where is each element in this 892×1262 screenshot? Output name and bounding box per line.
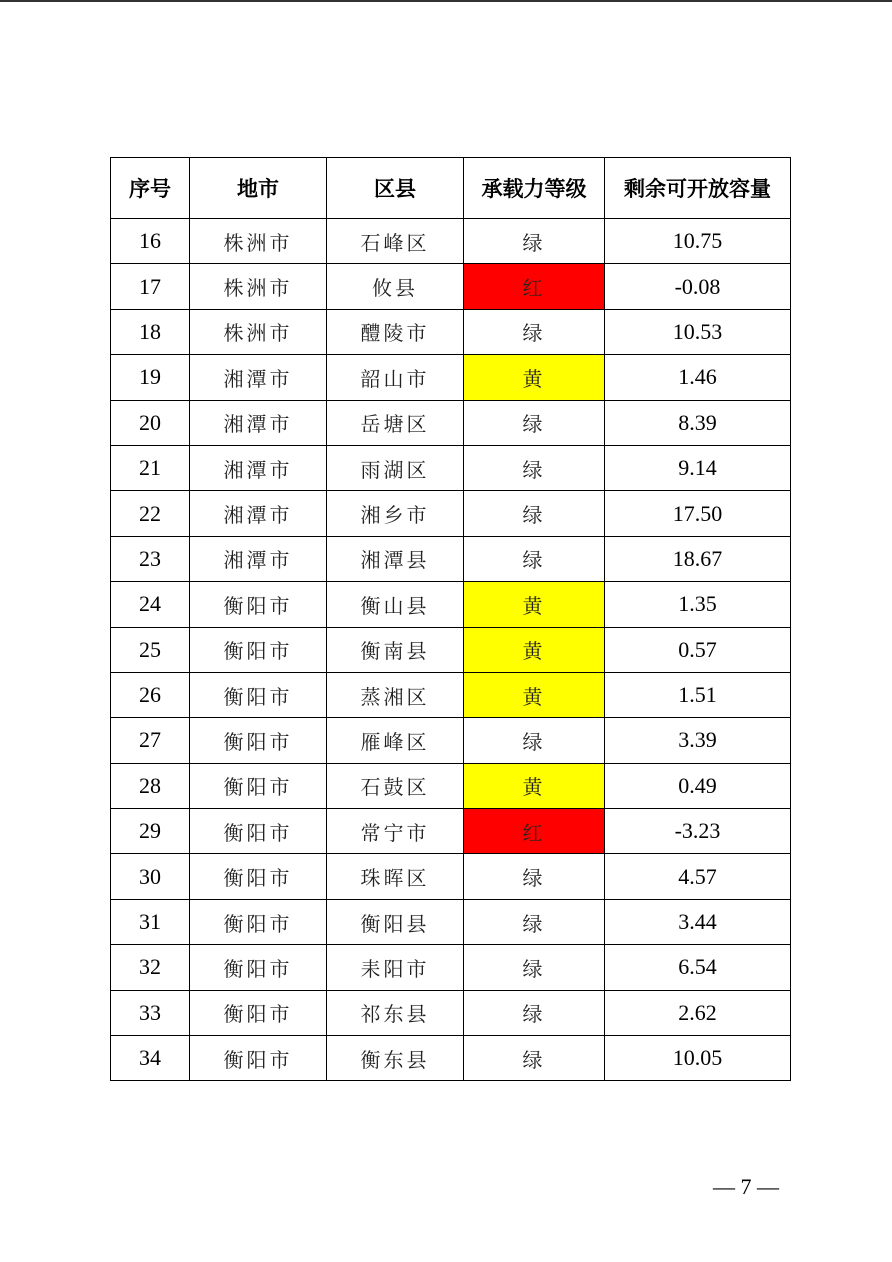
county-cell: 蒸湘区 (327, 672, 464, 717)
serial-cell: 19 (111, 355, 190, 400)
serial-cell: 16 (111, 219, 190, 264)
table-row (111, 990, 791, 1035)
header-county: 区县 (327, 158, 464, 219)
city-cell: 湘潭市 (190, 445, 327, 490)
table-body (111, 219, 791, 1081)
level-cell: 黄 (464, 582, 605, 627)
city-cell: 株洲市 (190, 264, 327, 309)
capacity-cell: -0.08 (605, 264, 791, 309)
level-cell: 黄 (464, 763, 605, 808)
level-cell: 黄 (464, 672, 605, 717)
city-cell: 湘潭市 (190, 355, 327, 400)
city-cell: 株洲市 (190, 309, 327, 354)
capacity-cell: 6.54 (605, 945, 791, 990)
level-cell: 绿 (464, 1036, 605, 1081)
serial-cell: 17 (111, 264, 190, 309)
city-cell: 衡阳市 (190, 899, 327, 944)
capacity-cell: -3.23 (605, 809, 791, 854)
table-row (111, 536, 791, 581)
capacity-cell: 17.50 (605, 491, 791, 536)
serial-cell: 24 (111, 582, 190, 627)
level-cell: 绿 (464, 899, 605, 944)
county-cell: 耒阳市 (327, 945, 464, 990)
table-header-row (111, 158, 791, 219)
serial-cell: 25 (111, 627, 190, 672)
capacity-cell: 1.46 (605, 355, 791, 400)
county-cell: 石鼓区 (327, 763, 464, 808)
table-row (111, 309, 791, 354)
header-serial: 序号 (111, 158, 190, 219)
level-cell: 绿 (464, 491, 605, 536)
serial-cell: 28 (111, 763, 190, 808)
capacity-cell: 10.75 (605, 219, 791, 264)
level-cell: 绿 (464, 400, 605, 445)
county-cell: 祁东县 (327, 990, 464, 1035)
capacity-cell: 9.14 (605, 445, 791, 490)
serial-cell: 21 (111, 445, 190, 490)
county-cell: 雨湖区 (327, 445, 464, 490)
city-cell: 衡阳市 (190, 582, 327, 627)
city-cell: 衡阳市 (190, 672, 327, 717)
table-row (111, 264, 791, 309)
county-cell: 衡阳县 (327, 899, 464, 944)
top-border-line (0, 0, 892, 2)
county-cell: 湘潭县 (327, 536, 464, 581)
city-cell: 衡阳市 (190, 763, 327, 808)
county-cell: 衡山县 (327, 582, 464, 627)
header-city: 地市 (190, 158, 327, 219)
city-cell: 衡阳市 (190, 854, 327, 899)
level-cell: 绿 (464, 445, 605, 490)
serial-cell: 32 (111, 945, 190, 990)
header-capacity: 剩余可开放容量 (605, 158, 791, 219)
city-cell: 株洲市 (190, 219, 327, 264)
level-cell: 绿 (464, 854, 605, 899)
table-row (111, 718, 791, 763)
serial-cell: 34 (111, 1036, 190, 1081)
capacity-cell: 1.35 (605, 582, 791, 627)
level-cell: 绿 (464, 945, 605, 990)
level-cell: 红 (464, 809, 605, 854)
serial-cell: 33 (111, 990, 190, 1035)
table-row (111, 355, 791, 400)
capacity-cell: 1.51 (605, 672, 791, 717)
capacity-cell: 2.62 (605, 990, 791, 1035)
level-cell: 黄 (464, 627, 605, 672)
capacity-cell: 8.39 (605, 400, 791, 445)
level-cell: 红 (464, 264, 605, 309)
county-cell: 岳塘区 (327, 400, 464, 445)
level-cell: 绿 (464, 219, 605, 264)
county-cell: 韶山市 (327, 355, 464, 400)
city-cell: 衡阳市 (190, 809, 327, 854)
county-cell: 常宁市 (327, 809, 464, 854)
city-cell: 湘潭市 (190, 536, 327, 581)
county-cell: 衡南县 (327, 627, 464, 672)
table-row (111, 219, 791, 264)
county-cell: 珠晖区 (327, 854, 464, 899)
county-cell: 攸县 (327, 264, 464, 309)
serial-cell: 26 (111, 672, 190, 717)
serial-cell: 23 (111, 536, 190, 581)
level-cell: 绿 (464, 309, 605, 354)
table-row (111, 400, 791, 445)
county-cell: 湘乡市 (327, 491, 464, 536)
city-cell: 衡阳市 (190, 718, 327, 763)
serial-cell: 30 (111, 854, 190, 899)
capacity-cell: 10.53 (605, 309, 791, 354)
city-cell: 衡阳市 (190, 1036, 327, 1081)
serial-cell: 27 (111, 718, 190, 763)
capacity-cell: 18.67 (605, 536, 791, 581)
serial-cell: 31 (111, 899, 190, 944)
table-row (111, 945, 791, 990)
header-level: 承载力等级 (464, 158, 605, 219)
table-row (111, 1036, 791, 1081)
table-row (111, 809, 791, 854)
serial-cell: 22 (111, 491, 190, 536)
city-cell: 湘潭市 (190, 400, 327, 445)
city-cell: 衡阳市 (190, 990, 327, 1035)
table-row (111, 763, 791, 808)
table-row (111, 854, 791, 899)
table-row (111, 672, 791, 717)
capacity-cell: 0.49 (605, 763, 791, 808)
capacity-cell: 10.05 (605, 1036, 791, 1081)
level-cell: 绿 (464, 990, 605, 1035)
level-cell: 绿 (464, 536, 605, 581)
serial-cell: 18 (111, 309, 190, 354)
table-row (111, 582, 791, 627)
county-cell: 醴陵市 (327, 309, 464, 354)
table-row (111, 627, 791, 672)
level-cell: 黄 (464, 355, 605, 400)
city-cell: 衡阳市 (190, 945, 327, 990)
carrying-capacity-table (110, 157, 791, 1081)
serial-cell: 20 (111, 400, 190, 445)
county-cell: 石峰区 (327, 219, 464, 264)
level-cell: 绿 (464, 718, 605, 763)
table-row (111, 899, 791, 944)
capacity-cell: 4.57 (605, 854, 791, 899)
capacity-cell: 0.57 (605, 627, 791, 672)
city-cell: 衡阳市 (190, 627, 327, 672)
table-row (111, 445, 791, 490)
serial-cell: 29 (111, 809, 190, 854)
county-cell: 雁峰区 (327, 718, 464, 763)
table-row (111, 491, 791, 536)
county-cell: 衡东县 (327, 1036, 464, 1081)
capacity-cell: 3.39 (605, 718, 791, 763)
capacity-cell: 3.44 (605, 899, 791, 944)
page-number: — 7 — (713, 1174, 779, 1199)
city-cell: 湘潭市 (190, 491, 327, 536)
